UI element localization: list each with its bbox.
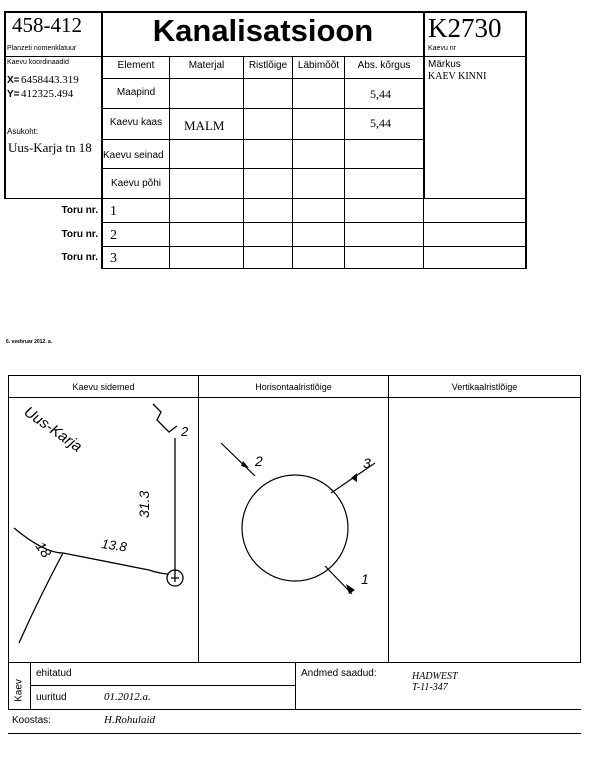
footer-side-label: Kaev [13, 679, 25, 702]
pipe-3-label: 3 [363, 455, 371, 471]
column-header-abs-height: Abs. kõrgus [357, 60, 411, 71]
panel-title-vertical: Vertikaalristlõige [451, 382, 518, 392]
well-outline [242, 475, 348, 581]
row-element-walls: Kaevu seinad [103, 150, 164, 161]
well-number: K2730 [428, 13, 502, 43]
y-coordinate-value: 412325.494 [21, 88, 74, 100]
panel-title-horizontal: Horisontaalristlõige [255, 382, 332, 392]
surveyed-value: 01.2012.a. [104, 691, 151, 703]
row-height-lid: 5,44 [370, 116, 391, 130]
parcel-label: 18 [32, 538, 55, 561]
compiled-value: H.Rohulaid [104, 714, 156, 726]
column-header-diameter: Läbimõõt [297, 60, 340, 71]
column-header-material: Materjal [188, 60, 225, 71]
row-element-ground: Maapind [116, 87, 156, 98]
pipe-1-label: 1 [361, 571, 369, 587]
column-header-cross-section: Ristlõige [248, 60, 288, 71]
y-coordinate-label: Y= [7, 89, 20, 100]
road-line-right [63, 553, 169, 574]
built-label: ehitatud [36, 668, 72, 679]
data-from-label: Andmed saadud: [301, 668, 377, 679]
pipe-number-3: 3 [110, 251, 117, 266]
pipe-2-line [221, 443, 255, 476]
row-height-ground: 5,44 [370, 87, 391, 101]
street-label: Uus-Karja [20, 403, 86, 456]
row-element-lid: Kaevu kaas [109, 117, 163, 128]
connections-sketch [9, 398, 198, 662]
remark-value: KAEV KINNI [428, 71, 487, 82]
footer-side-label-wrap [10, 679, 28, 703]
compiled-label: Koostas: [12, 715, 51, 726]
data-from-value-2: T-11-347 [412, 682, 448, 693]
pipe-number-1: 1 [110, 204, 117, 219]
x-coordinate-value: 6458443.319 [21, 74, 79, 86]
pipe-2-arrow [241, 461, 249, 468]
road-line-down [19, 553, 63, 643]
column-header-element: Element [117, 60, 155, 71]
row-material-lid: MALM [184, 118, 225, 133]
pipe-2-label: 2 [255, 453, 263, 469]
surveyed-label: uuritud [36, 692, 67, 703]
pipe-number-2: 2 [110, 228, 117, 243]
data-from-value-1: HADWEST [412, 671, 458, 682]
location-label: Asukoht: [7, 127, 39, 136]
well-cross [171, 574, 179, 582]
nomenclature-caption: Planzeti nomenklatuur [7, 45, 77, 52]
pipe-label-3: Toru nr. [61, 252, 98, 263]
location-value: Uus-Karja tn 18 [8, 140, 92, 155]
coordinates-label: Kaevu koordinaadid [7, 59, 69, 66]
neighbour-well-symbol [153, 404, 177, 432]
x-coordinate-label: X= [7, 75, 20, 86]
column-header-remark: Märkus [428, 59, 461, 70]
pipe-label-2: Toru nr. [61, 229, 98, 240]
well-number-caption: Kaevu nr [428, 45, 457, 52]
neighbour-well-label: 2 [181, 424, 189, 439]
distance-label-a: 13.8 [100, 536, 128, 555]
panel-title-connections: Kaevu sidemed [72, 382, 135, 392]
pipe-label-1: Toru nr. [61, 205, 98, 216]
page-title: Kanalisatsioon [152, 13, 374, 48]
date-line: 6. veebruar 2012. a. [6, 339, 53, 345]
nomenclature-number: 458-412 [12, 13, 82, 37]
distance-label-b: 31.3 [136, 490, 152, 518]
row-element-bottom: Kaevu põhi [110, 178, 162, 189]
horizontal-section-sketch [199, 398, 388, 662]
pipe-3-arrow [351, 473, 357, 482]
